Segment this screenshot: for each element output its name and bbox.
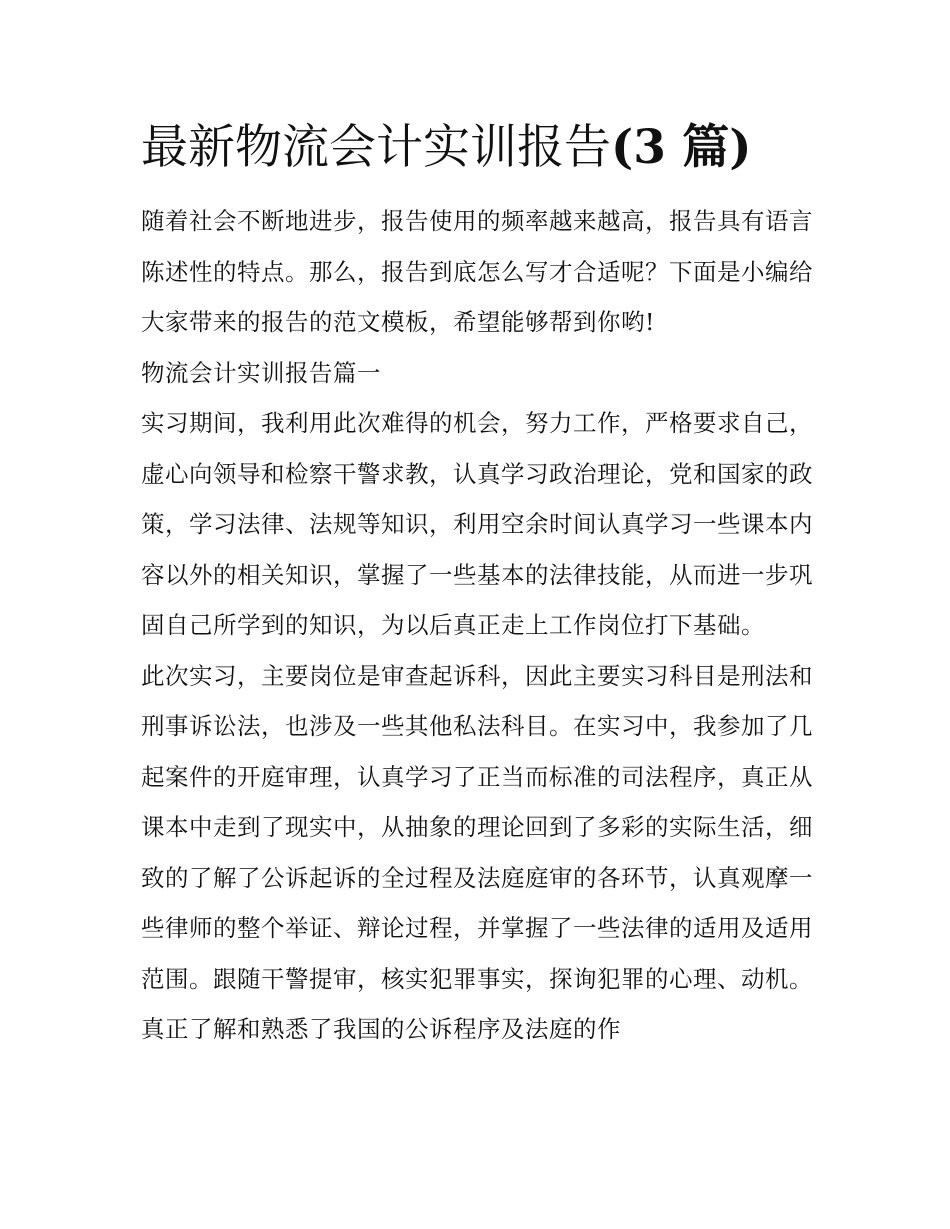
body-paragraph-1: 实习期间，我利用此次难得的机会，努力工作，严格要求自己，虚心向领导和检察干警求教，认真学习政治理论，党和国家的政策，学习法律、法规等知识，利用空余时间认真学习一些课本内容以外的相关知识，掌握了一些基本的法律技能，从而进一步巩固自己所学到的知识，为以后真正走上工作岗位打下基础。 — [141, 409, 813, 639]
body-paragraph-2: 此次实习，主要岗位是审查起诉科，因此主要实习科目是刑法和刑事诉讼法，也涉及一些其他私法科目。在实习中，我参加了几起案件的开庭审理，认真学习了正当而标准的司法程序，真正从课本中走到了现实中，从抽象的理论回到了多彩的实际生活，细致的了解了公诉起诉的全过程及法庭庭审的各环节，认真观摩一些律师的整个举证、辩论过程，并掌握了一些法律的适用及适用范围。跟随干警提审，核实犯罪事实，探询犯罪的心理、动机。真正了解和熟悉了我国的公诉程序及法庭的作 — [141, 661, 813, 1043]
title-count: (3 篇) — [611, 120, 752, 175]
document-body — [141, 112, 813, 1055]
document-title — [141, 112, 813, 184]
section-heading: 物流会计实训报告篇一 — [141, 358, 381, 387]
intro-paragraph: 随着社会不断地进步，报告使用的频率越来越高，报告具有语言陈述性的特点。那么，报告到底怎么写才合适呢？下面是小编给大家带来的报告的范文模板，希望能够帮到你哟! — [141, 207, 813, 336]
title-text: 最新物流会计实训报告 — [141, 120, 611, 175]
